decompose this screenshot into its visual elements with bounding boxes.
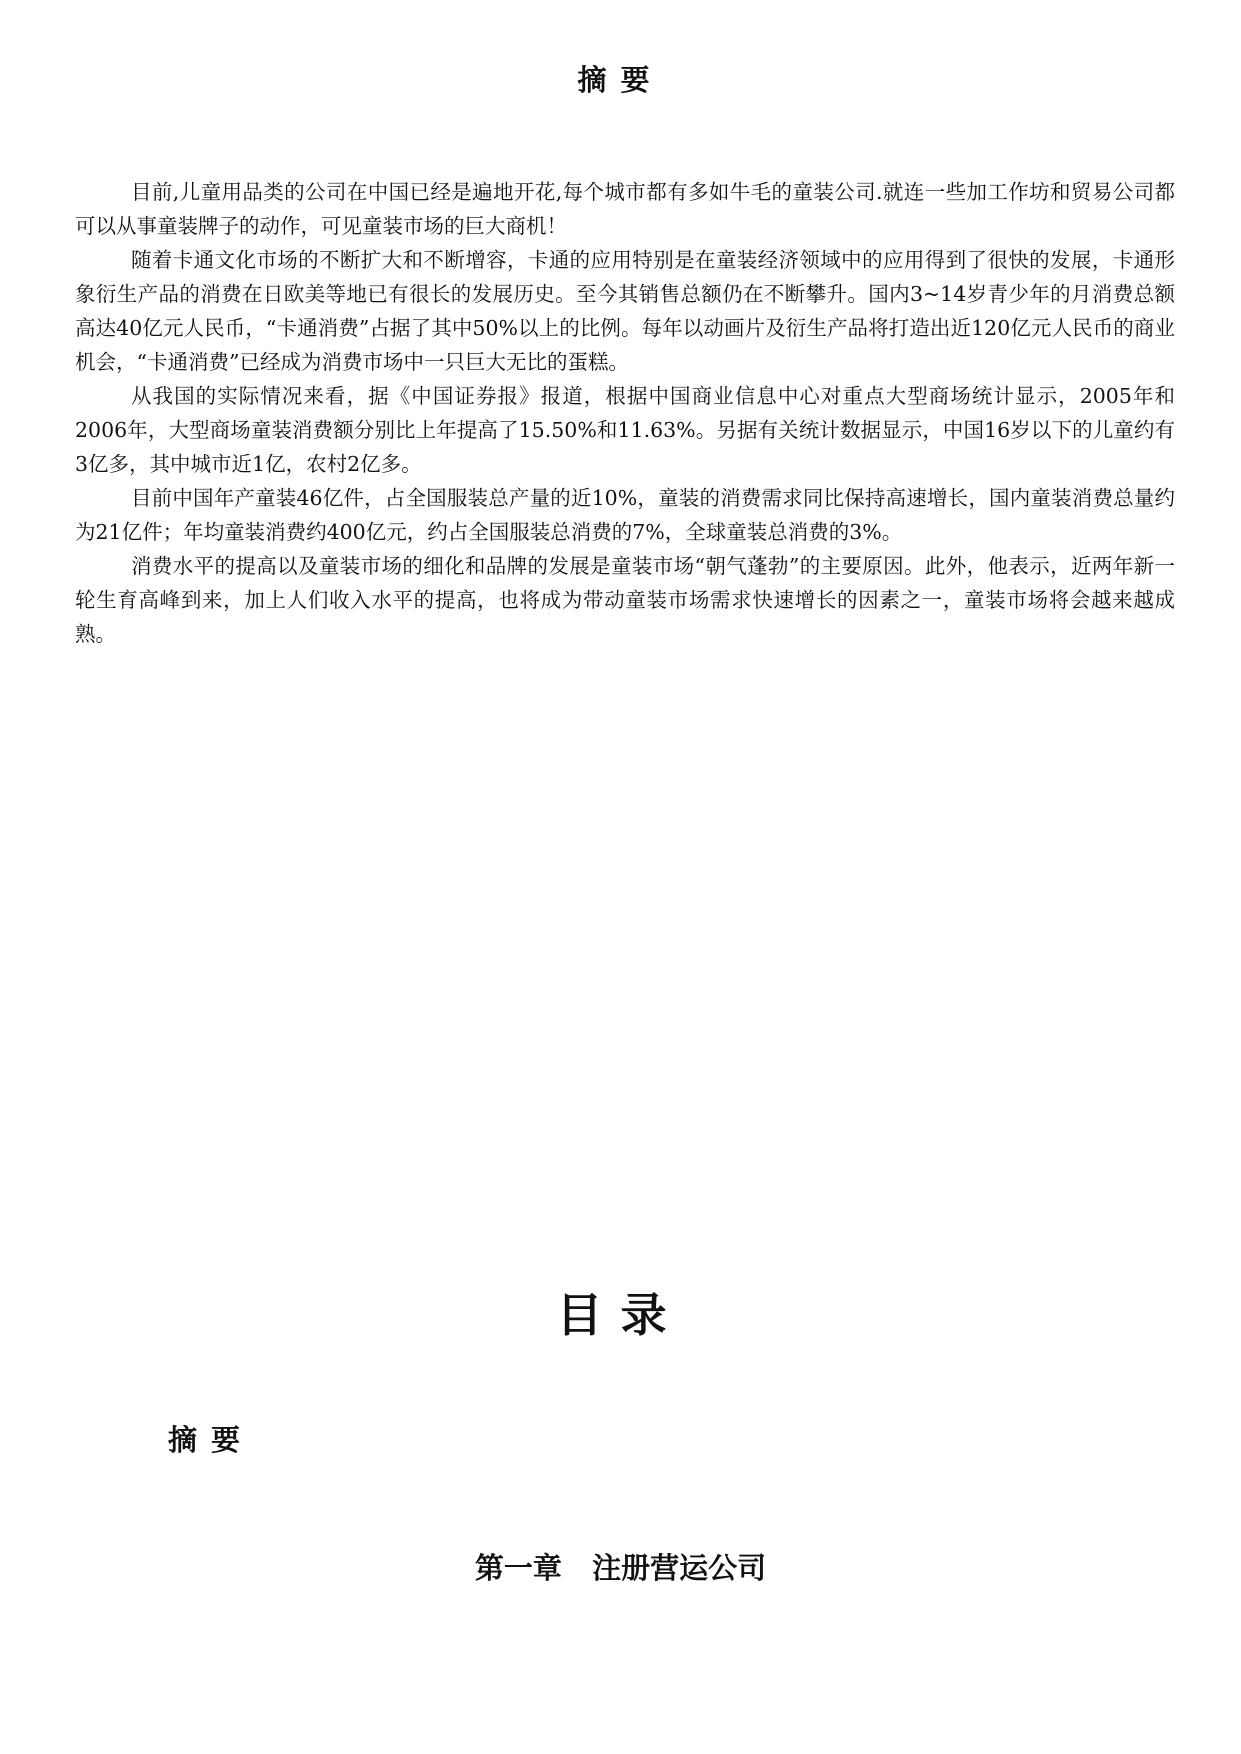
abstract-paragraph: 从我国的实际情况来看，据《中国证券报》报道，根据中国商业信息中心对重点大型商场统计显示，2005年和2006年，大型商场童装消费额分别比上年提高了15.50%和11.63%。另据有关统计数据显示，中国16岁以下的儿童约有3亿多，其中城市近1亿，农村2亿多。 — [75, 384, 1175, 476]
toc-item-chapter-1: 第一章 注册营运公司 — [474, 1551, 767, 1585]
abstract-paragraph: 目前,儿童用品类的公司在中国已经是遍地开花,每个城市都有多如牛毛的童装公司.就连一些加工作坊和贸易公司都可以从事童装牌子的动作，可见童装市场的巨大商机！ — [75, 180, 1175, 238]
abstract-paragraph: 随着卡通文化市场的不断扩大和不断增容，卡通的应用特别是在童装经济领域中的应用得到了很快的发展，卡通形象衍生产品的消费在日欧美等地已有很长的发展历史。至今其销售总额仍在不断攀升。国内3~14岁青少年的月消费总额高达40亿元人民币，“卡通消费”占据了其中50%以上的比例。每年以动画片及衍生产品将打造出近120亿元人民币的商业机会，“卡通消费”已经成为消费市场中一只巨大无比的蛋糕。 — [75, 248, 1175, 374]
toc-title: 目录 — [556, 1288, 685, 1342]
abstract-paragraph: 目前中国年产童装46亿件，占全国服装总产量的近10%，童装的消费需求同比保持高速增长，国内童装消费总量约为21亿件；年均童装消费约400亿元，约占全国服装总消费的7%，全球童装总消费的3%。 — [75, 486, 1175, 544]
abstract-title: 摘要 — [577, 63, 664, 97]
abstract-body — [75, 175, 1175, 651]
abstract-paragraph: 消费水平的提高以及童装市场的细化和品牌的发展是童装市场“朝气蓬勃”的主要原因。此外，他表示，近两年新一轮生育高峰到来，加上人们收入水平的提高，也将成为带动童装市场需求快速增长的因素之一，童装市场将会越来越成熟。 — [75, 554, 1175, 646]
toc-item-abstract: 摘要 — [168, 1423, 255, 1457]
